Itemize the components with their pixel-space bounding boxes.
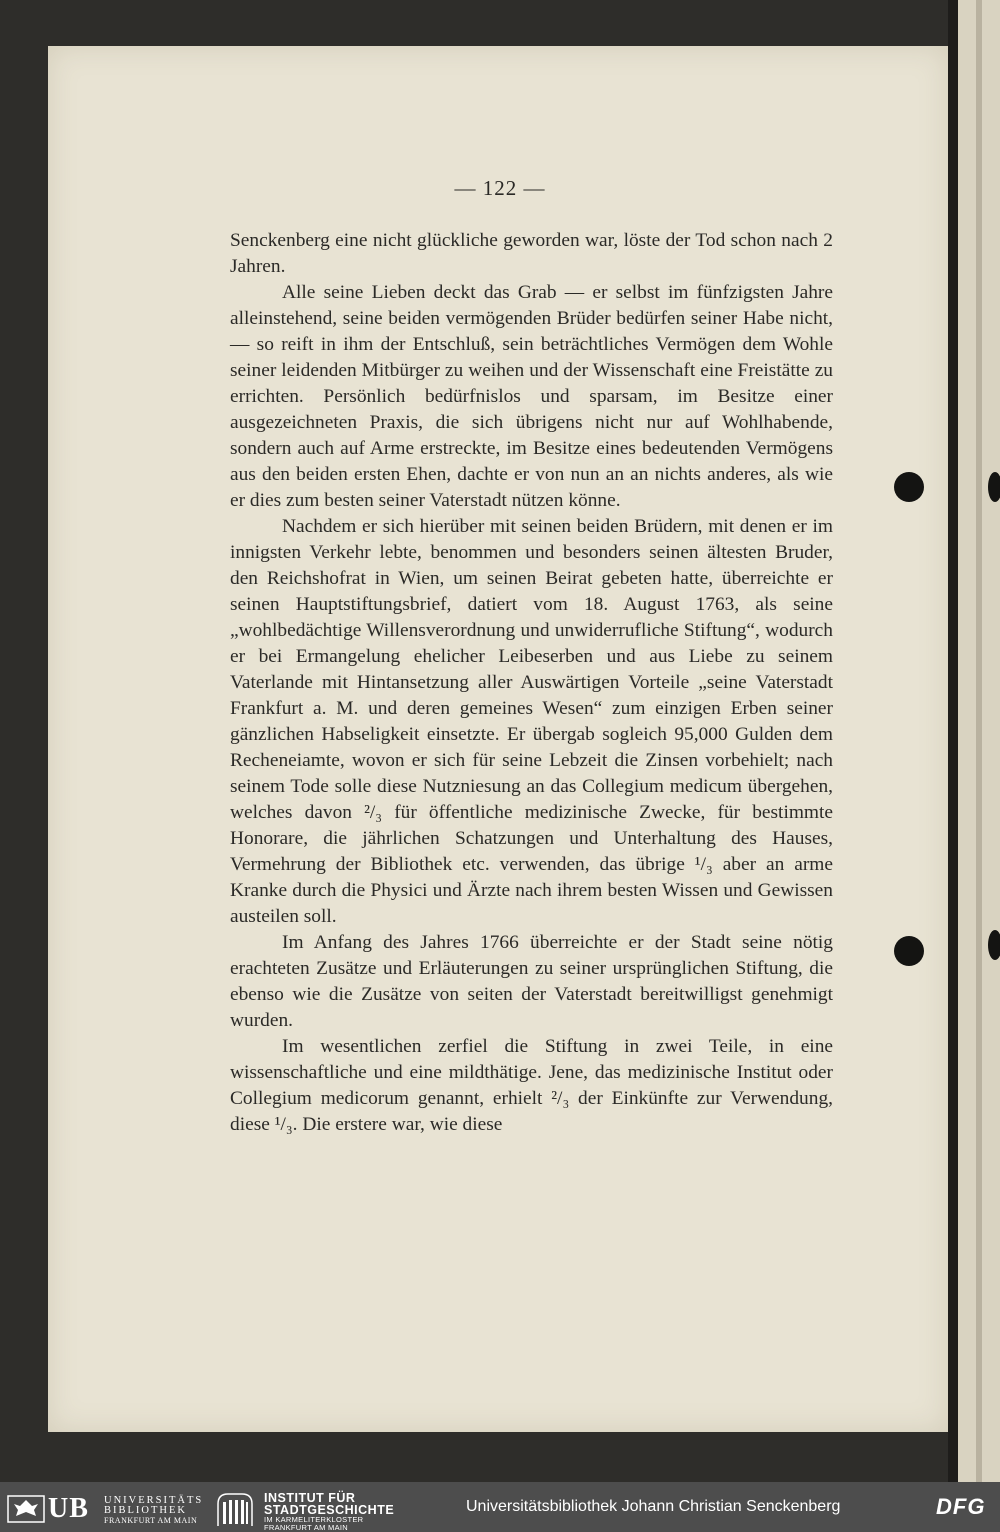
adjacent-page-edge bbox=[948, 0, 1000, 1482]
page-edge-line bbox=[976, 0, 982, 1482]
punch-hole bbox=[894, 472, 924, 502]
library-name-link[interactable]: Universitätsbibliothek Johann Christian Senckenberg bbox=[466, 1498, 841, 1515]
paragraph: Senckenberg eine nicht glückliche geworden war, löste der Tod schon nach 2 Jahren. bbox=[230, 230, 833, 277]
page-body-text bbox=[230, 228, 833, 1138]
paragraph: Alle seine Lieben deckt das Grab — er selbst im fünfzigsten Jahre alleinstehend, seine beiden vermögenden Brüder bedürfen seiner Habe nicht, — so reift in ihm der Entschluß, sein beträchtliches Vermögen dem Wohle seiner leidenden Mitbürger zu weihen und der Wissenschaft eine Freistätte zu errichten. Persönlich bedürfnislos und sparsam, im Besitze einer ausgezeichneten Praxis, die sich übrigens nicht nur auf Wohlhabende, sondern auch auf Arme erstreckte, im Besitze eines bedeutenden Vermögens aus den beiden ersten Ehen, dachte er von nun an an nichts anderes, als wie er dies zum besten seiner Vaterstadt nützen könne. bbox=[230, 282, 833, 511]
eagle-emblem-icon bbox=[6, 1494, 46, 1524]
punch-hole bbox=[894, 936, 924, 966]
dfg-logo[interactable]: DFG bbox=[936, 1494, 986, 1519]
paragraph: Im wesentlichen zerfiel die Stiftung in zwei Teile, in eine wissenschaftliche und eine mildthätige. Jene, das medizinische Institut oder Collegium medicorum genannt, erhielt ²/₃ der Einkünfte zur Verwendung, diese ¹/₃. Die erstere war, wie diese bbox=[230, 1036, 833, 1135]
ub-letters: UB bbox=[48, 1493, 89, 1524]
ub-logo[interactable] bbox=[6, 1492, 206, 1526]
punch-hole-partial bbox=[988, 930, 1000, 960]
isg-line2: STADTGESCHICHTE bbox=[264, 1503, 395, 1517]
ub-line1: UNIVERSITÄTS bbox=[104, 1495, 204, 1506]
isg-line3: IM KARMELITERKLOSTER bbox=[264, 1515, 364, 1524]
isg-logo[interactable] bbox=[214, 1490, 414, 1532]
paragraph: Nachdem er sich hierüber mit seinen beiden Brüdern, mit denen er im innigsten Verkehr lebte, benommen und besonders seinen ältesten Bruder, den Reichshofrat in Wien, um seinen Beirat gebeten hatte, überreichte er seinen Hauptstiftungsbrief, datiert vom 18. August 1763, als seine „wohlbedächtige Willensverordnung und unwiderrufliche Stiftung“, wodurch er bei Ermangelung ehelicher Leibeserben und aus Liebe zu seinem Vaterlande mit Hintansetzung aller Auswärtigen Vorteile „seine Vaterstadt Frankfurt a. M. und deren gemeines Wesen“ zum einzigen Erben seiner gänzlichen Habseligkeit einsetzte. Er übergab sogleich 95,000 Gulden dem Recheneiamte, wovon er sich für seine Lebzeit die Zinsen vorbehielt; nach seinem Tode solle diese Nutzniesung an das Collegium medicum übergehen, welches davon ²/₃ für öffentliche medizinische Zwecke, für bestimmte Honorare, die jährlichen Schatzungen und Unterhaltung des Hauses, Vermehrung der Bibliothek etc. verwenden, das übrige ¹/₃ aber an arme Kranke durch die Physici und Ärzte nach ihrem besten Wissen und Gewissen austeilen soll. bbox=[230, 516, 833, 927]
footer-bar bbox=[0, 1482, 1000, 1532]
columns-emblem-icon bbox=[214, 1490, 256, 1528]
punch-hole-partial bbox=[988, 472, 1000, 502]
page-number: — 122 — bbox=[454, 176, 546, 200]
isg-line4: FRANKFURT AM MAIN bbox=[264, 1523, 348, 1532]
isg-line1: INSTITUT FÜR bbox=[264, 1491, 356, 1505]
ub-text bbox=[104, 1496, 203, 1526]
paragraph: Im Anfang des Jahres 1766 überreichte er der Stadt seine nötig erachteten Zusätze und Erläuterungen zu seiner ursprünglichen Stiftung, die ebenso wie die Zusätze von seiten der Vaterstadt bereitwilligst genehmigt wurden. bbox=[230, 932, 833, 1031]
ub-line3: FRANKFURT AM MAIN bbox=[104, 1516, 198, 1525]
ub-line2: BIBLIOTHEK bbox=[104, 1505, 187, 1516]
page-gutter bbox=[948, 0, 958, 1482]
isg-text bbox=[264, 1492, 394, 1532]
